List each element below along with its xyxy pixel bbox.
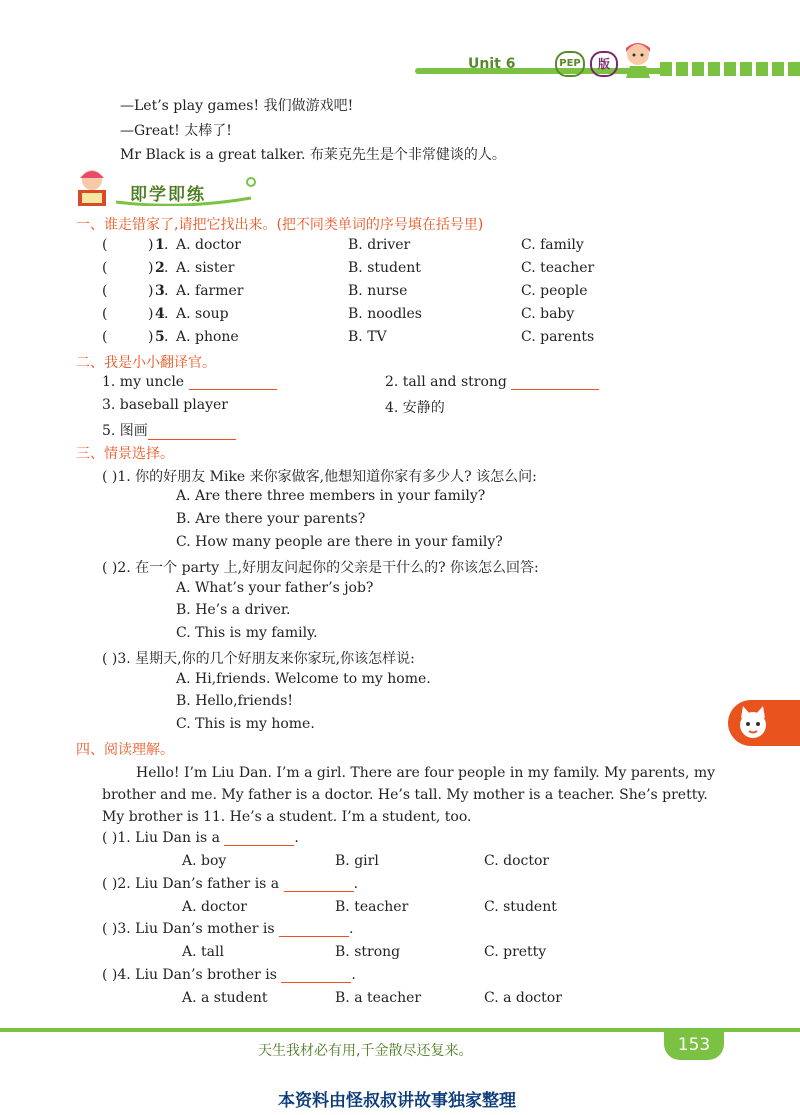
translate-q1 <box>102 374 277 390</box>
translate-q2-text: 2. tall and strong <box>385 374 507 390</box>
situation-q1-c: C. How many people are there in your family? <box>176 534 503 550</box>
situation-q2-a: A. What’s your father’s job? <box>176 580 374 596</box>
close-paren: ) <box>148 283 154 299</box>
option-a: A. soup <box>176 306 229 322</box>
close-paren: ) <box>148 306 154 322</box>
option-a: A. farmer <box>176 283 244 299</box>
reading-q2-c: C. student <box>484 899 557 915</box>
section-3-title: 三、情景选择。 <box>76 446 174 462</box>
translate-q3: 3. baseball player <box>102 397 228 413</box>
edition-badge: 版 <box>590 51 618 77</box>
reading-q4-text: ( )4. Liu Dan’s brother is <box>102 967 277 983</box>
translate-q2 <box>385 374 599 390</box>
reading-passage: Hello! I’m Liu Dan. I’m a girl. There are four people in my family. My parents, my brother and me. My father is a doctor. He’s tall. My mother is a teacher. She’s pretty. My brother is 11. He’s a student. I’m a student, too. <box>102 765 716 825</box>
reading-q3-c: C. pretty <box>484 944 547 960</box>
open-paren: ( <box>102 237 108 253</box>
question-number: 1 <box>155 237 165 253</box>
reading-q1-a: A. boy <box>182 853 227 869</box>
reading-q1-b: B. girl <box>335 853 379 869</box>
close-paren: ) <box>148 237 154 253</box>
section-4-title: 四、阅读理解。 <box>76 742 174 758</box>
reading-q4-b: B. a teacher <box>335 990 422 1006</box>
number-dot: . <box>164 329 169 345</box>
translate-q5-text: 5. 图画 <box>102 423 148 439</box>
option-c: C. teacher <box>521 260 595 276</box>
situation-q1: ( )1. 你的好朋友 Mike 来你家做客,他想知道你家有多少人? 该怎么问: <box>102 469 537 485</box>
reading-q1-text: ( )1. Liu Dan is a <box>102 830 220 846</box>
situation-q2-b: B. He’s a driver. <box>176 602 291 618</box>
situation-q3-c: C. This is my home. <box>176 716 315 732</box>
reading-q2-b: B. teacher <box>335 899 409 915</box>
situation-q1-b: B. Are there your parents? <box>176 511 366 527</box>
cat-mascot-icon <box>734 704 772 742</box>
question-number: 5 <box>155 329 165 345</box>
question-number: 3 <box>155 283 165 299</box>
reading-q3 <box>102 921 353 937</box>
answer-blank[interactable] <box>511 375 599 390</box>
intro-line-1: —Let’s play games! 我们做游戏吧! <box>120 98 354 114</box>
cartoon-girl-icon <box>618 38 658 78</box>
option-b: B. nurse <box>348 283 408 299</box>
option-a: A. sister <box>176 260 235 276</box>
situation-q3-b: B. Hello,friends! <box>176 693 293 709</box>
reading-q4-c: C. a doctor <box>484 990 562 1006</box>
option-c: C. baby <box>521 306 575 322</box>
reading-q3-b: B. strong <box>335 944 401 960</box>
number-dot: . <box>164 237 169 253</box>
answer-blank[interactable] <box>148 425 236 440</box>
period: . <box>353 876 359 892</box>
option-a: A. doctor <box>176 237 241 253</box>
reading-q1-c: C. doctor <box>484 853 550 869</box>
open-paren: ( <box>102 329 108 345</box>
option-b: B. student <box>348 260 421 276</box>
answer-blank[interactable] <box>224 831 294 846</box>
reading-q3-text: ( )3. Liu Dan’s mother is <box>102 921 275 937</box>
answer-blank[interactable] <box>279 922 349 937</box>
number-dot: . <box>164 260 169 276</box>
section-1-title: 一、谁走错家了,请把它找出来。(把不同类单词的序号填在括号里) <box>76 217 484 233</box>
translate-q1-text: 1. my uncle <box>102 374 185 390</box>
question-number: 2 <box>155 260 165 276</box>
period: . <box>294 830 299 846</box>
answer-blank[interactable] <box>281 968 351 983</box>
reading-q2 <box>102 876 358 892</box>
book-girl-icon <box>74 168 110 208</box>
option-b: B. noodles <box>348 306 422 322</box>
situation-q1-a: A. Are there three members in your family? <box>176 488 486 504</box>
translate-q4: 4. 安静的 <box>385 400 445 416</box>
page-number: 153 <box>664 1030 724 1060</box>
answer-blank[interactable] <box>284 877 354 892</box>
intro-line-2: —Great! 太棒了! <box>120 123 232 139</box>
reading-q2-text: ( )2. Liu Dan’s father is a <box>102 876 280 892</box>
option-a: A. phone <box>176 329 239 345</box>
open-paren: ( <box>102 306 108 322</box>
reading-q4 <box>102 967 356 983</box>
unit-label: Unit 6 <box>468 56 516 72</box>
open-paren: ( <box>102 260 108 276</box>
header-dashes <box>660 62 800 76</box>
reading-q2-a: A. doctor <box>182 899 247 915</box>
option-b: B. driver <box>348 237 411 253</box>
answer-blank[interactable] <box>189 375 277 390</box>
situation-q2-c: C. This is my family. <box>176 625 318 641</box>
situation-q2: ( )2. 在一个 party 上,好朋友问起你的父亲是干什么的? 你该怎么回答: <box>102 560 539 576</box>
footer-motto: 天生我材必有用,千金散尽还复来。 <box>258 1043 473 1059</box>
option-b: B. TV <box>348 329 387 345</box>
situation-q3: ( )3. 星期天,你的几个好朋友来你家玩,你该怎样说: <box>102 651 415 667</box>
practice-title: 即学即练 <box>130 185 206 205</box>
period: . <box>351 967 356 983</box>
option-c: C. family <box>521 237 584 253</box>
section-2-title: 二、我是小小翻译官。 <box>76 355 216 371</box>
reading-q3-a: A. tall <box>182 944 224 960</box>
reading-q4-a: A. a student <box>182 990 268 1006</box>
close-paren: ) <box>148 260 154 276</box>
close-paren: ) <box>148 329 154 345</box>
option-c: C. people <box>521 283 588 299</box>
reading-q1 <box>102 830 299 846</box>
credit-line: 本资料由怪叔叔讲故事独家整理 <box>278 1091 516 1111</box>
translate-q5 <box>102 420 236 440</box>
situation-q3-a: A. Hi,friends. Welcome to my home. <box>176 671 431 687</box>
open-paren: ( <box>102 283 108 299</box>
number-dot: . <box>164 306 169 322</box>
period: . <box>349 921 354 937</box>
question-number: 4 <box>155 306 165 322</box>
number-dot: . <box>164 283 169 299</box>
option-c: C. parents <box>521 329 595 345</box>
pep-badge: PEP <box>555 51 585 77</box>
intro-line-3: Mr Black is a great talker. 布莱克先生是个非常健谈的人。 <box>120 147 506 163</box>
